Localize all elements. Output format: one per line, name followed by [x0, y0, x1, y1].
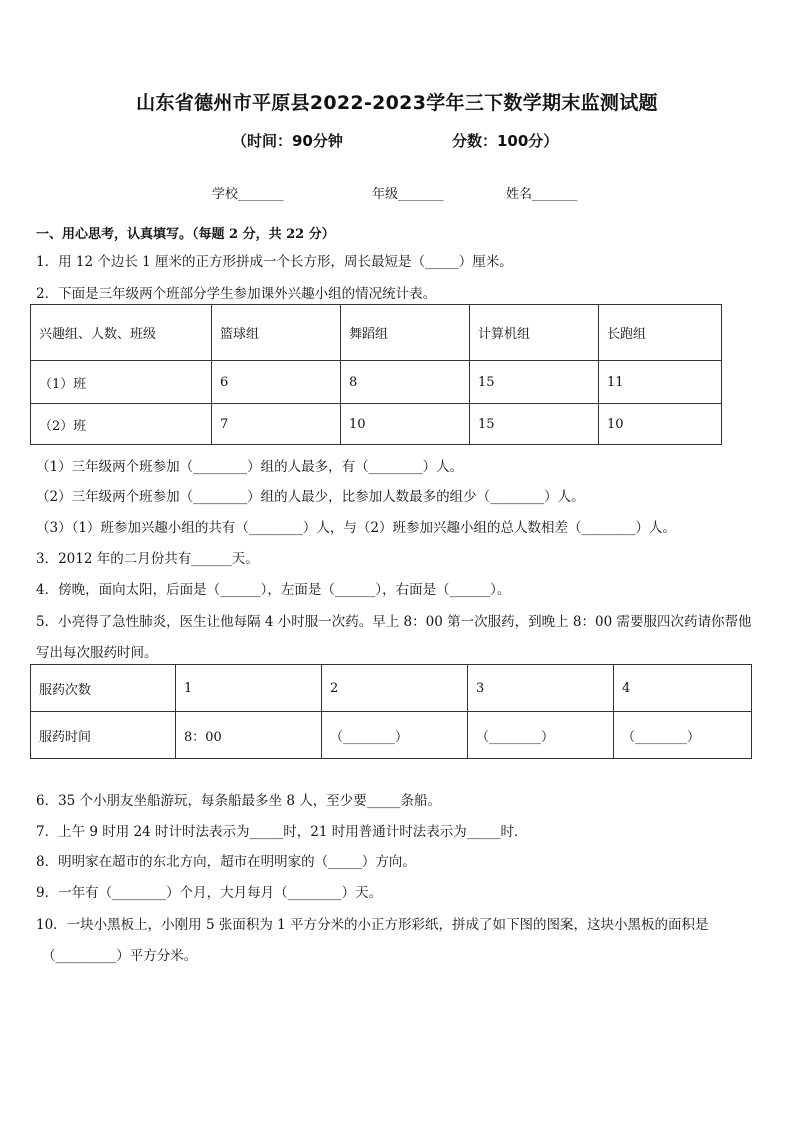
question-10-line1: 10．一块小黑板上，小刚用 5 张面积为 1 平方分米的小正方形彩纸，拼成了如下图的图案，这块小黑板的面积是 — [36, 917, 709, 933]
table-header-cell: 舞蹈组 — [341, 305, 470, 361]
question-6: 6．35 个小朋友坐船游玩，每条船最多坐 8 人，至少要_____条船。 — [36, 793, 441, 809]
school-field[interactable]: 学校_______ — [212, 187, 284, 202]
answer-blank[interactable]: （________） — [322, 712, 468, 759]
table-cell: 1 — [176, 665, 322, 712]
table-cell: 15 — [470, 404, 599, 445]
table-row — [31, 665, 752, 712]
question-7: 7．上午 9 时用 24 时计时法表示为_____时，21 时用普通计时法表示为_____时． — [36, 824, 528, 840]
table-cell: 8：00 — [176, 712, 322, 759]
table-cell: 10 — [341, 404, 470, 445]
question-2: 2．下面是三年级两个班部分学生参加课外兴趣小组的情况统计表。 — [36, 286, 437, 302]
table-cell: 8 — [341, 361, 470, 404]
table-cell: 15 — [470, 361, 599, 404]
table-cell: 7 — [212, 404, 341, 445]
table-cell: 4 — [614, 665, 752, 712]
table-header-cell: 长跑组 — [599, 305, 722, 361]
question-3: 3．2012 年的二月份共有______天。 — [36, 551, 259, 567]
table-cell: 2 — [322, 665, 468, 712]
exam-time: （时间：90分钟 — [232, 132, 343, 150]
table-row — [31, 361, 722, 404]
question-9: 9．一年有（________）个月，大月每月（________）天。 — [36, 885, 383, 901]
section-heading: 一、用心思考，认真填写。（每题 2 分，共 22 分） — [36, 227, 335, 242]
table-row — [31, 712, 752, 759]
answer-blank[interactable]: （________） — [614, 712, 752, 759]
table-header-row — [31, 305, 722, 361]
table-cell: 10 — [599, 404, 722, 445]
question-2-2: （2）三年级两个班参加（________）组的人最少，比参加人数最多的组少（________）人。 — [36, 489, 585, 505]
name-field[interactable]: 姓名_______ — [506, 187, 578, 202]
table-cell: 服药时间 — [31, 712, 176, 759]
table-row — [31, 404, 722, 445]
page-title: 山东省德州市平原县2022-2023学年三下数学期末监测试题 — [136, 92, 658, 114]
question-5-line1: 5．小亮得了急性肺炎，医生让他每隔 4 小时服一次药。早上 8：00 第一次服药，到晚上 8：00 需要服四次药请你帮他 — [36, 614, 752, 630]
table-cell: 服药次数 — [31, 665, 176, 712]
question-2-1: （1）三年级两个班参加（________）组的人最多，有（________）人。 — [36, 459, 464, 475]
question-5-line2: 写出每次服药时间。 — [36, 645, 158, 661]
table-cell: 11 — [599, 361, 722, 404]
grade-field[interactable]: 年级_______ — [372, 187, 444, 202]
table-header-cell: 篮球组 — [212, 305, 341, 361]
answer-blank[interactable]: （________） — [468, 712, 614, 759]
question-2-3: （3）（1）班参加兴趣小组的共有（________）人，与（2）班参加兴趣小组的总人数相差（________）人。 — [36, 520, 677, 536]
table-header-cell: 计算机组 — [470, 305, 599, 361]
exam-meta — [232, 130, 652, 151]
question-10-line2: （_________）平方分米。 — [42, 948, 198, 964]
table-cell: 3 — [468, 665, 614, 712]
table-cell: （1）班 — [31, 361, 212, 404]
table-cell: 6 — [212, 361, 341, 404]
question-4: 4．傍晚，面向太阳，后面是（______），左面是（______），右面是（______）。 — [36, 582, 511, 598]
exam-score: 分数：100分） — [452, 132, 559, 150]
table-cell: （2）班 — [31, 404, 212, 445]
medication-table — [30, 664, 752, 759]
interest-group-table — [30, 304, 722, 445]
question-1: 1．用 12 个边长 1 厘米的正方形拼成一个长方形，周长最短是（_____）厘米。 — [36, 254, 513, 270]
question-8: 8．明明家在超市的东北方向，超市在明明家的（_____）方向。 — [36, 854, 416, 870]
table-header-cell: 兴趣组、人数、班级 — [31, 305, 212, 361]
